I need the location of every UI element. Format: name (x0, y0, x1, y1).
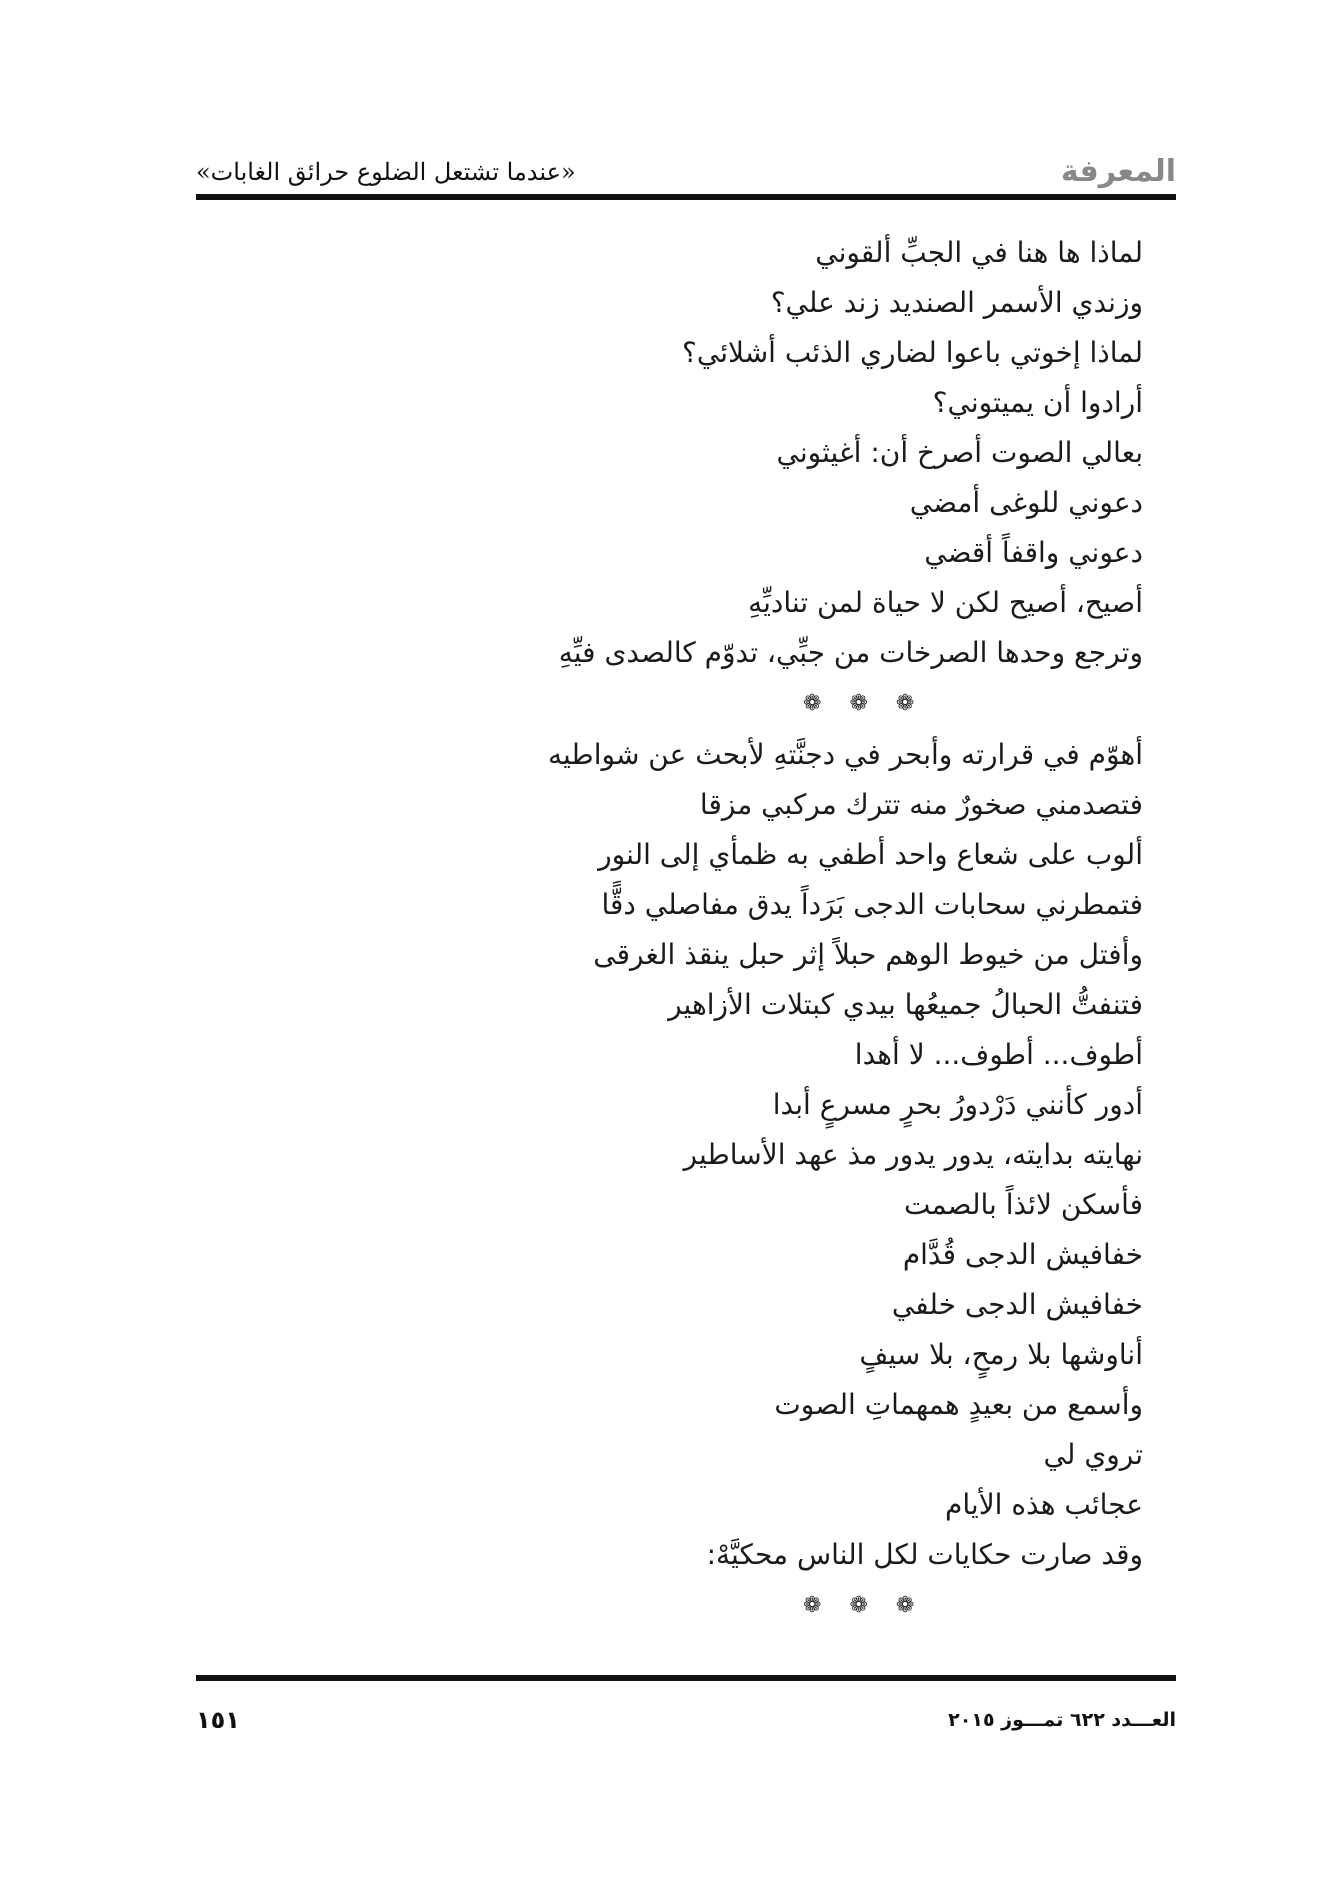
page-footer (196, 1700, 1176, 1740)
issue-info: العـــدد ٦٢٢ تمـــوز ٢٠١٥ (948, 1709, 1176, 1731)
poem-line: فتنفتُّ الحبالُ جميعُها بيدي كبتلات الأزاهير (668, 988, 1143, 1021)
poem-line: لماذا إخوتي باعوا لضاري الذئب أشلائي؟ (682, 336, 1143, 369)
page-header (196, 152, 1176, 192)
poem-line: أهوّم في قرارته وأبحر في دجنَّتهِ لأبحث عن شواطيه (547, 738, 1143, 771)
poem-line: وترجع وحدها الصرخات من جبِّي، تدوّم كالصدى فيِّهِ (558, 636, 1143, 669)
poem-line: نهايته بدايته، يدور يدور مذ عهد الأساطير (683, 1138, 1143, 1171)
poem-line: خفافيش الدجى خلفي (891, 1288, 1143, 1321)
poem-line: عجائب هذه الأيام (945, 1488, 1143, 1521)
header-rule (196, 194, 1176, 200)
poem-line: ألوب على شعاع واحد أطفي به ظمأي إلى النور (598, 838, 1143, 871)
page-number: ١٥١ (196, 1706, 240, 1734)
ornament-icon: ❁ (849, 691, 896, 716)
stanza-2 (383, 730, 1143, 1580)
footer-rule (196, 1675, 1176, 1681)
poem-line: فتمطرني سحابات الدجى بَرَداً يدق مفاصلي دقًّا (601, 888, 1143, 921)
poem-line: دعوني للوغى أمضي (909, 486, 1143, 519)
ornament-icon: ❁ (849, 1593, 896, 1618)
poem-line: بعالي الصوت أصرخ أن: أغيثوني (776, 436, 1143, 469)
running-title: «عندما تشتعل الضلوع حرائق الغابات» (196, 158, 576, 186)
poem-line: وقد صارت حكايات لكل الناس محكيَّهْ: (706, 1538, 1143, 1571)
ornament-icon: ❁ (895, 691, 943, 716)
poem-line: أصيح، أصيح لكن لا حياة لمن تناديِّهِ (748, 586, 1143, 619)
magazine-logo: المعرفة (1060, 154, 1176, 189)
stanza-separator (383, 678, 1143, 730)
stanza-separator (383, 1580, 1143, 1632)
poem-line: وأفتل من خيوط الوهم حبلاً إثر حبل ينقذ الغرقى (593, 938, 1143, 971)
poem-line: وأسمع من بعيدٍ همهماتِ الصوت (774, 1388, 1143, 1421)
ornament-icon: ❁ (895, 1593, 943, 1618)
poem-line: دعوني واقفاً أقضي (924, 536, 1143, 569)
poem-line: أرادوا أن يميتوني؟ (932, 386, 1143, 419)
poem-line: خفافيش الدجى قُدَّام (902, 1238, 1143, 1271)
poem-line: تروي لي (1043, 1438, 1143, 1471)
poem-line: أطوف... أطوف... لا أهدا (854, 1038, 1143, 1071)
ornament-icon: ❁ (803, 691, 850, 716)
poem-line: وزندي الأسمر الصنديد زند علي؟ (770, 286, 1143, 319)
poem-line: فتصدمني صخورٌ منه تترك مركبي مزقا (699, 788, 1143, 821)
poem-body (383, 228, 1143, 1632)
poem-line: أدور كأنني دَرْدورُ بحرٍ مسرعٍ أبدا (772, 1088, 1143, 1121)
poem-line: فأسكن لائذاً بالصمت (903, 1188, 1143, 1221)
poem-line: لماذا ها هنا في الجبِّ ألقوني (815, 236, 1143, 269)
stanza-1 (383, 228, 1143, 678)
ornament-icon: ❁ (803, 1593, 850, 1618)
poem-line: أناوشها بلا رمحٍ، بلا سيفٍ (859, 1338, 1143, 1371)
